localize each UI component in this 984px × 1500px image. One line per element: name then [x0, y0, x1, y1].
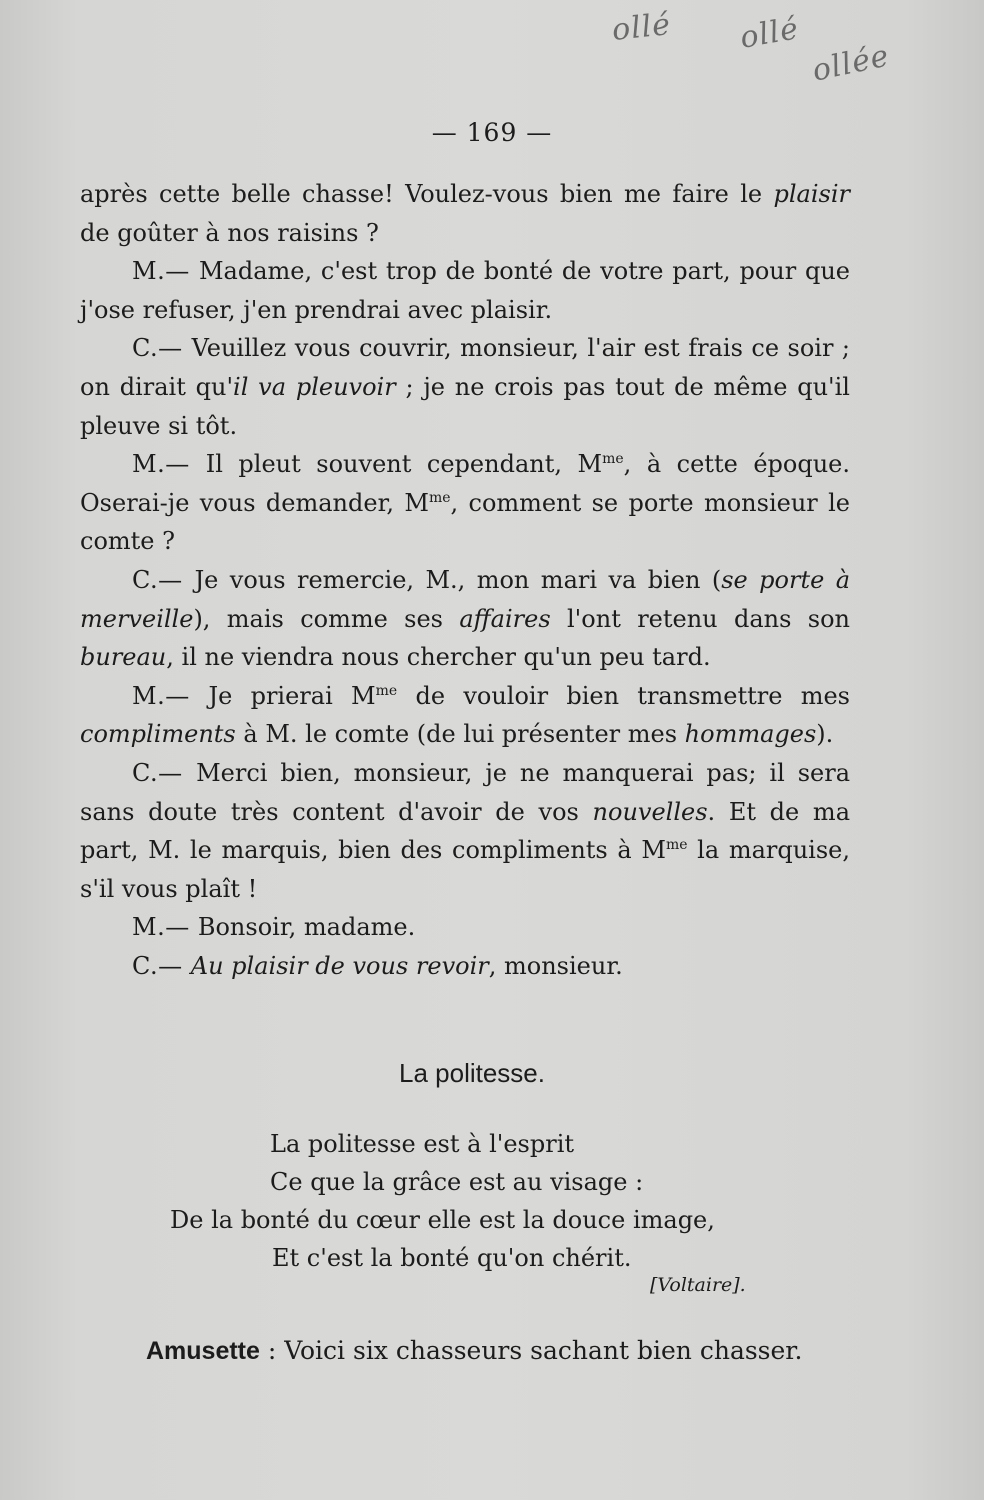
text-run: . Et de ma part, M. le marquis, bien des compliments à M [80, 797, 850, 865]
text-run: à M. le comte (de lui présenter mes [235, 720, 685, 749]
italic-run: il va pleuvoir [233, 372, 396, 401]
text-run: Madame, c'est trop de bonté de votre part, pour que j'ose refuser, j'en prendrai avec plaisir. [80, 257, 850, 324]
dialogue-paragraph [80, 754, 850, 908]
text-run: Merci bien, monsieur, je ne manquerai pas; il sera sans doute très content d'avoir de vos [80, 758, 851, 826]
dialogue-paragraph [80, 329, 850, 445]
speaker-label: C.— [132, 951, 191, 980]
italic-run: Au plaisir de vous revoir [190, 951, 489, 980]
poem-attribution: [Voltaire]. [650, 1274, 746, 1296]
dialogue-paragraph [80, 252, 850, 329]
italic-run: plaisir [773, 180, 850, 208]
text-run: ), mais comme ses [193, 604, 460, 633]
text-run: Je prierai M [208, 681, 376, 710]
italic-run: se porte à merveille [80, 565, 851, 633]
dialogue-body [80, 175, 850, 985]
italic-run: affaires [459, 604, 551, 633]
text-run: Je vous remercie, M., mon mari va bien ( [194, 565, 722, 594]
amusette-text: Voici six chasseurs sachant bien chasser. [284, 1336, 803, 1365]
dialogue-paragraph [80, 677, 850, 754]
text-run: ; je ne crois pas tout de même qu'il pleuve si tôt. [80, 372, 850, 440]
text-run: Il pleut souvent cependant, M [205, 450, 603, 479]
text-run: , comment se porte monsieur le comte ? [80, 488, 850, 556]
superscript: me [428, 489, 451, 506]
poem-line: Ce que la grâce est au visage : [270, 1168, 644, 1196]
text-run: la marquise, s'il vous plaît ! [80, 836, 850, 903]
dialogue-paragraph [80, 561, 850, 677]
amusette [146, 1336, 866, 1366]
poem [170, 1125, 810, 1277]
dialogue-paragraph [80, 445, 850, 561]
poem-line: De la bonté du cœur elle est la douce image, [170, 1206, 715, 1234]
speaker-label: C.— [132, 334, 192, 363]
speaker-label: C.— [132, 565, 195, 594]
italic-run: nouvelles [592, 797, 708, 826]
superscript: me [665, 837, 688, 854]
speaker-label: M.— [132, 450, 206, 479]
speaker-label: C.— [132, 758, 197, 787]
text-run: Veuillez vous couvrir, monsieur, l'air est frais ce soir ; on dirait qu' [80, 334, 851, 401]
dialogue-paragraph [80, 947, 850, 986]
italic-run: compliments [80, 720, 236, 749]
speaker-label: M.— [132, 681, 209, 710]
speaker-label: M.— [132, 257, 199, 286]
text-run: , à cette époque. Oserai-je vous demander, M [80, 450, 850, 517]
poem-line: Et c'est la bonté qu'on chérit. [272, 1244, 632, 1272]
text-run: de vouloir bien transmettre mes [397, 681, 850, 710]
text-run: , monsieur. [488, 951, 623, 980]
handwritten-annotation: ollée [809, 38, 893, 89]
superscript: me [602, 451, 624, 468]
dialogue-paragraph [80, 175, 850, 252]
italic-run: bureau [80, 643, 167, 672]
amusette-colon: : [259, 1336, 285, 1365]
text-run: , il ne viendra nous chercher qu'un peu tard. [166, 643, 711, 672]
text-run: ). [816, 720, 834, 749]
amusette-label: Amusette [146, 1337, 260, 1365]
italic-run: hommages [684, 720, 817, 749]
speaker-label: M.— [132, 913, 198, 942]
section-title: La politesse. [399, 1058, 545, 1088]
superscript: me [375, 682, 398, 699]
handwritten-annotation: ollé [610, 7, 673, 48]
text-run: de goûter à nos raisins ? [80, 218, 379, 247]
text-run: Bonsoir, madame. [197, 913, 416, 942]
text-run: après cette belle chasse! Voulez-vous bien me faire le [80, 180, 774, 208]
page-number: — 169 — [431, 118, 553, 147]
poem-line: La politesse est à l'esprit [270, 1130, 575, 1158]
text-run: l'ont retenu dans son [550, 604, 850, 633]
handwritten-annotation: ollé [737, 11, 802, 56]
dialogue-paragraph [80, 908, 850, 947]
